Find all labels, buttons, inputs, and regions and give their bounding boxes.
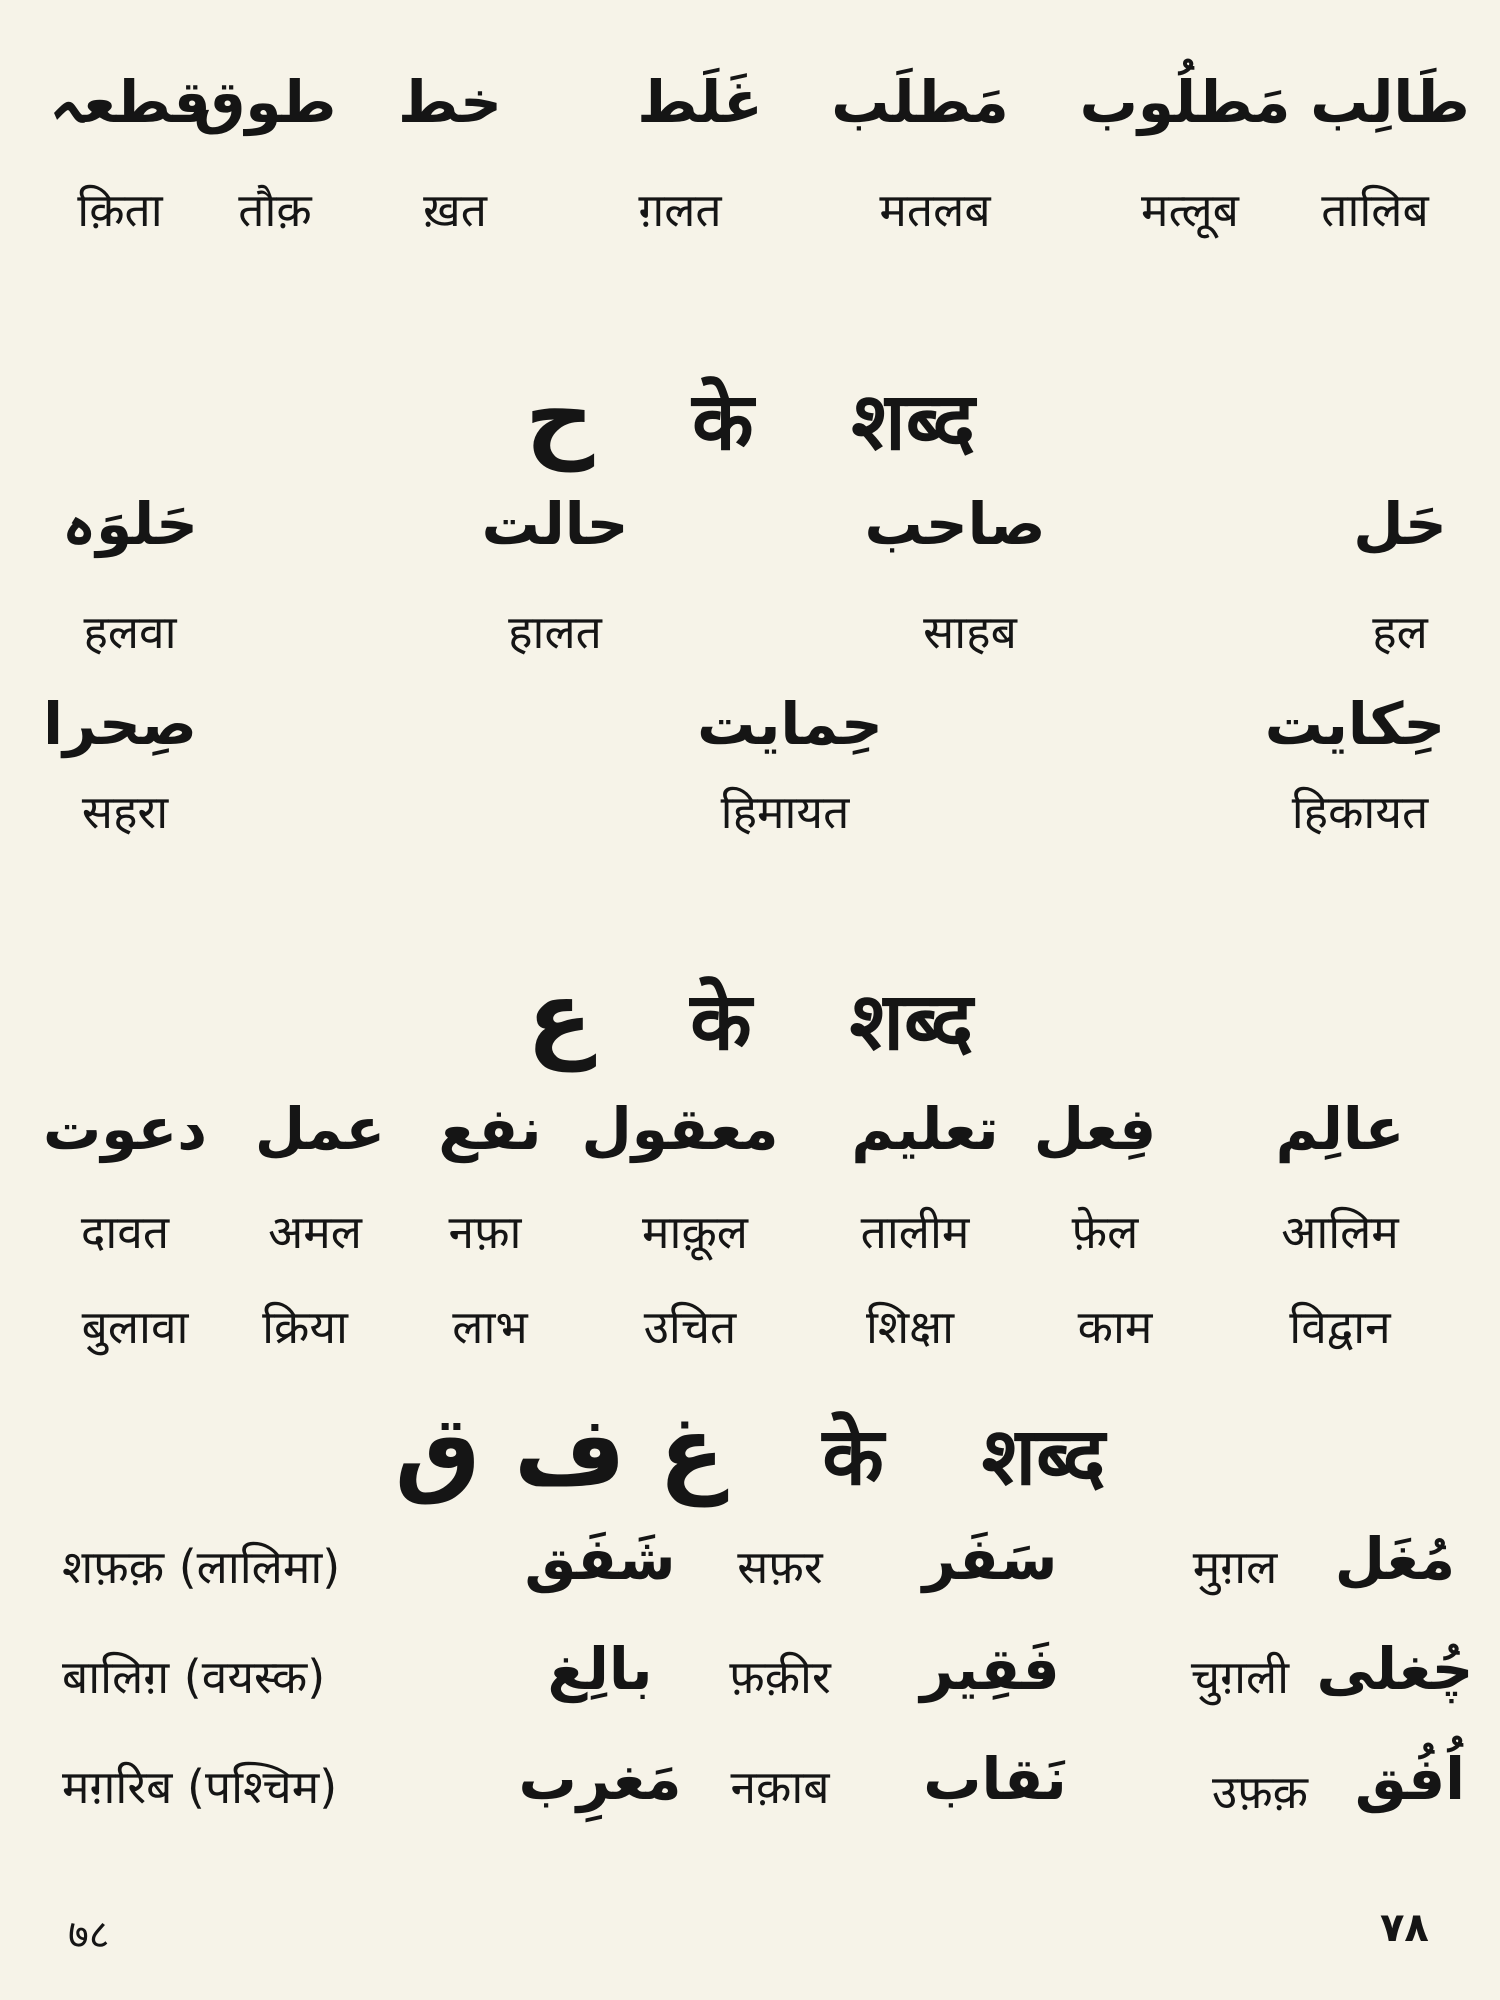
hindi-word: नफ़ा <box>448 1205 522 1259</box>
heading-shabd: शब्द <box>981 1410 1106 1503</box>
heading-ke: के <box>822 1410 884 1503</box>
hindi-word: फ़ेल <box>1071 1205 1139 1259</box>
hindi-word: सहरा <box>81 785 169 839</box>
heading-shabd: शब्द <box>851 375 975 468</box>
meaning-word: उचित <box>643 1300 737 1354</box>
urdu-word: غَلَط <box>637 68 763 136</box>
hindi-word: अमल <box>268 1205 362 1259</box>
heading-urdu-letters: غ ف ق <box>394 1395 725 1507</box>
urdu-word: عالِم <box>1275 1095 1405 1163</box>
urdu-word: سَفَر <box>922 1525 1058 1593</box>
urdu-word: نفع <box>438 1095 542 1163</box>
hindi-word: नक़ाब <box>730 1760 830 1814</box>
urdu-word: مُغَل <box>1334 1525 1456 1593</box>
hindi-word: तौक़ <box>238 183 312 237</box>
urdu-word: قطعہ <box>49 68 211 136</box>
page-number-devanagari: ७८ <box>68 1912 110 1958</box>
hindi-word: फ़क़ीर <box>729 1650 831 1704</box>
urdu-word: عمل <box>254 1095 386 1163</box>
section-heading-ha <box>0 360 1500 473</box>
hindi-word: हिमायत <box>720 785 850 839</box>
hindi-word: मतलब <box>879 183 991 237</box>
urdu-word: نَقاب <box>923 1745 1067 1813</box>
urdu-word: مَطلُوب <box>1079 68 1291 136</box>
hindi-word: उफ़क़ <box>1211 1765 1309 1819</box>
meaning-word: बुलावा <box>81 1300 189 1354</box>
hindi-word: हालत <box>508 605 602 659</box>
hindi-word: क़िता <box>77 183 163 237</box>
meaning-word: काम <box>1077 1300 1153 1354</box>
urdu-word: حالت <box>481 490 629 558</box>
urdu-word: فِعل <box>1033 1095 1157 1163</box>
hindi-word: चुग़ली <box>1190 1650 1290 1704</box>
hindi-word: तालीम <box>860 1205 970 1259</box>
urdu-word: طَالِب <box>1310 68 1470 136</box>
heading-urdu-letter: ح <box>525 360 595 472</box>
hindi-word: सफ़र <box>737 1540 823 1594</box>
section-heading-ain <box>0 960 1500 1073</box>
hindi-word-meaning: बालिग़ (वयस्क) <box>62 1650 326 1704</box>
heading-urdu-letter: ع <box>526 960 593 1072</box>
urdu-word: تعلیم <box>851 1095 999 1163</box>
hindi-word: हलवा <box>83 605 177 659</box>
page-number-urdu: ۷۸ <box>1380 1905 1429 1951</box>
hindi-word: तालिब <box>1321 183 1429 237</box>
urdu-word: مَغرِب <box>518 1745 682 1813</box>
hindi-word: ग़लत <box>638 183 722 237</box>
urdu-word: شَفَق <box>524 1525 676 1593</box>
urdu-word: خط <box>398 68 502 136</box>
meaning-word: शिक्षा <box>865 1300 955 1354</box>
hindi-word: साहब <box>923 605 1017 659</box>
urdu-word: طوق <box>193 68 337 136</box>
hindi-word: आलिम <box>1281 1205 1399 1259</box>
section-heading-ghain-fe-qaf <box>0 1395 1500 1508</box>
urdu-word: مَطلَب <box>831 68 1009 136</box>
meaning-word: क्रिया <box>262 1300 348 1354</box>
urdu-word: صاحب <box>864 490 1046 558</box>
urdu-word: حَل <box>1353 490 1447 558</box>
urdu-word: دعوت <box>42 1095 208 1163</box>
urdu-word: حَلوَہ <box>62 490 198 558</box>
hindi-word: हल <box>1372 605 1428 659</box>
urdu-word: معقول <box>581 1095 779 1163</box>
urdu-word: حِمایت <box>697 690 883 758</box>
urdu-word: چُغلی <box>1316 1635 1474 1703</box>
hindi-word: मुग़ल <box>1192 1540 1278 1594</box>
hindi-word: माक़ूल <box>642 1205 748 1259</box>
heading-ke: के <box>690 975 752 1068</box>
meaning-word: लाभ <box>452 1300 528 1354</box>
meaning-word: विद्वान <box>1289 1300 1391 1354</box>
hindi-word: दावत <box>80 1205 170 1259</box>
urdu-word: فَقِیر <box>920 1635 1060 1703</box>
heading-shabd: शब्द <box>849 975 974 1068</box>
urdu-word: حِکایت <box>1264 690 1446 758</box>
heading-ke: के <box>692 375 754 468</box>
urdu-word: اُفُق <box>1354 1745 1466 1813</box>
hindi-word: ख़त <box>423 183 487 237</box>
urdu-word: صِحرا <box>43 690 197 758</box>
hindi-word: हिकायत <box>1291 785 1429 839</box>
hindi-word-meaning: मग़रिब (पश्चिम) <box>62 1760 338 1814</box>
hindi-word-meaning: शफ़क़ (लालिमा) <box>62 1540 341 1594</box>
urdu-word: بالِغ <box>547 1635 653 1703</box>
hindi-word: मत्लूब <box>1141 183 1239 237</box>
